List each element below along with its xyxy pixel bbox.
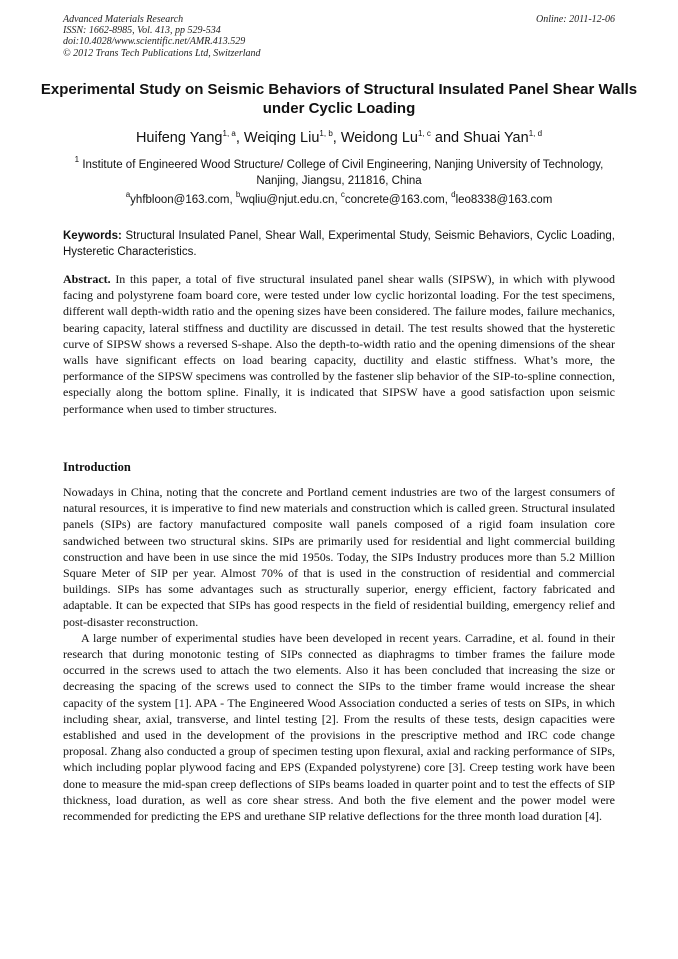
journal-doi: doi:10.4028/www.scientific.net/AMR.413.529 (63, 36, 246, 48)
affiliation-superscript: 1 (74, 155, 80, 164)
author-superscript: 1, a (222, 129, 236, 138)
paper-title: Experimental Study on Seismic Behaviors of Structural Insulated Panel Shear Walls under Cyclic Loading (40, 81, 638, 117)
email-address[interactable]: wqliu@njut.edu.cn (240, 194, 335, 206)
email-superscript: b (235, 190, 241, 199)
affiliation (70, 157, 608, 189)
email-superscript: d (451, 190, 456, 199)
paragraph: Nowadays in China, noting that the concrete and Portland cement industries are two of the largest consumers of natural resources, it is imperative to find new materials and construction which is called green. Structural insulated panels (SIPs) are factory manufactured composite wall panels composed of a rigid foam insulation core sandwiched between two structural skins. SIPs are primarily used for residential and light commercial building construction and have been in use since the mid 1950s. Today, the SIPs Industry produces more than 5.2 Million Square Meter of SIP per year. Almost 70% of that is used in the construction of residential and commercial buildings. SIPs has some advantages such as structurally superior, energy efficient, factory fabricated and adaptable. It can be expected that SIPs has good respects in the field of residential building, emergency relief and post-disaster reconstruction. (63, 485, 615, 629)
email-list: $^a$yhfbloon@163.com, $^b$wqliu@njut.edu.cn, $^c$concrete@163.com, $^d$leo8338@163.com (125, 190, 553, 206)
author-name: Weidong Lu (340, 130, 418, 146)
author-superscript: 1, c (417, 129, 431, 138)
author-superscript: 1, d (528, 129, 543, 138)
author-superscript: 1, b (319, 129, 333, 138)
journal-issn: ISSN: 1662-8985, Vol. 413, pp 529-534 (63, 25, 221, 37)
keywords (63, 228, 615, 260)
abstract-text: In this paper, a total of five structural insulated panel shear walls (SIPSW), in which with plywood facing and polystyrene foam board core, were tested under low cyclic horizontal loading. For the test specimens, different wall depth-width ratio and the opening sizes have been considered. The failure modes, failure mechanics, bearing capacity, lateral stiffness and ductility are discussed in detail. The test results showed that the hysteretic curve of SIPSW shows a reversed S-shape. Also the depth-to-width ratio and the opening dimensions of the shear walls have significant effects on load bearing capacity, ductility and elastic stiffness. What’s more, the performance of the SIPSW specimens was controlled by the fastener slip behavior of the SIP-to-spline connection, especially along the bottom spline. Finally, it is indicated that SIPSW have a good satisfaction upon seismic performance when used to timber structures. (63, 272, 616, 416)
paragraph: A large number of experimental studies have been developed in recent years. Carradine, et al. found in their research that during monotonic testing of SIPs connected as diaphragms to timber frames the failure mode occurred in the screws used to attach the two elements. Also it has been concluded that increasing the size or decreasing the spacing of the screws used to connect the SIPs to the timber frame would increase the shear capacity of the system [1]. APA - The Engineered Wood Association conducted a series of tests on SIPs, in which including shear, axial, transverse, and lintel testing [2]. From the results of these tests, design capacities were established and used in the development of the provisions in the prescriptive method and IRC code change proposal. Zhang also conducted a group of specimen testing upon flexural, axial and racking performance of SIPs, which including poplar plywood facing and EPS (Expanded polystyrene) core [3]. Creep testing work have been done to measure the mid-span creep deflections of SIPs beams loaded in quarter point and to test the effects of SIP thickness, load duration, as well as core shear stress. And both the five element and the power model were recommended for predicting the EPS and urethane SIP relative deflections for the three month load duration [4]. (63, 630, 615, 824)
author-name: Shuai Yan (463, 130, 529, 146)
author-list: Huifeng Yang$^{1, a}$, Weiqing Liu$^{1, b}$, Weidong Lu$^{1, c}$ and Shuai Yan$^{1, d}$ (135, 129, 543, 146)
abstract-label: Abstract. (63, 272, 111, 286)
section-heading-introduction: Introduction (63, 460, 131, 474)
keywords-label: Keywords: (63, 230, 122, 242)
email-address[interactable]: concrete@163.com (344, 194, 445, 206)
online-date: Online: 2011-12-06 (536, 14, 615, 25)
introduction-body (63, 484, 615, 824)
email-address[interactable]: leo8338@163.com (455, 194, 553, 206)
author-name: Weiqing Liu (243, 130, 320, 146)
abstract (63, 271, 615, 417)
author-name: Huifeng Yang (135, 130, 223, 146)
journal-header (63, 14, 615, 59)
journal-copyright: © 2012 Trans Tech Publications Ltd, Switzerland (63, 47, 261, 59)
journal-name: Advanced Materials Research (63, 14, 184, 25)
keywords-text: Structural Insulated Panel, Shear Wall, Experimental Study, Seismic Behaviors, Cyclic Loading, Hysteretic Characteristics. (63, 230, 615, 258)
email-address[interactable]: yhfbloon@163.com (130, 194, 230, 206)
affiliation-text: Institute of Engineered Wood Structure/ College of Civil Engineering, Nanjing University of Technology, Nanjing, Jiangsu, 211816, China (82, 159, 604, 187)
email-superscript: a (125, 190, 131, 199)
email-superscript: c (340, 190, 345, 199)
